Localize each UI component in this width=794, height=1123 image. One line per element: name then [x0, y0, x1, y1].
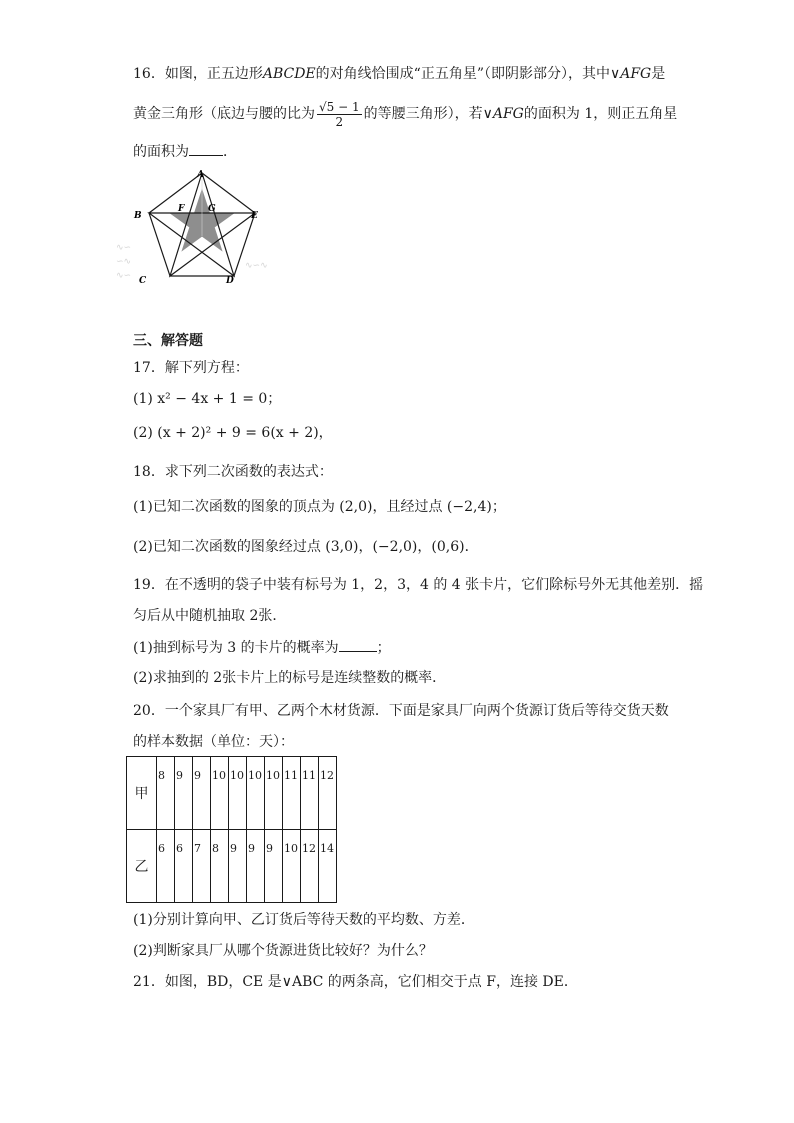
table-row [127, 830, 337, 903]
vertex-label-e: E [251, 211, 258, 221]
q16-line3 [133, 141, 237, 162]
cell-value: 10 [266, 769, 280, 782]
table-cell [301, 757, 319, 830]
vertex-label-d: D [226, 276, 234, 286]
cell-value: 12 [302, 842, 316, 855]
cell-value: 10 [230, 769, 244, 782]
q16-triangle-name: ∨AFG [609, 66, 652, 82]
cell-value: 9 [194, 769, 201, 782]
vertex-label-b: B [134, 211, 142, 221]
q18-title: 18．求下列二次函数的表达式： [133, 464, 333, 480]
table-cell [229, 830, 247, 903]
watermark-mark: ∿∽∿ [245, 261, 268, 271]
table-cell [319, 757, 337, 830]
q21-line1: 21．如图，BD，CE 是∨ABC 的两条高，它们相交于点 F，连接 DE． [133, 974, 578, 990]
answer-blank [189, 141, 223, 156]
table-cell [265, 830, 283, 903]
watermark-mark: ∽∿ [116, 257, 132, 267]
cell-value: 11 [284, 769, 298, 782]
cell-value: 9 [230, 842, 237, 855]
cell-value: 14 [320, 842, 334, 855]
cell-value: 10 [212, 769, 226, 782]
q16-text: ． [223, 144, 237, 160]
table-cell [283, 830, 301, 903]
q19-line2: 匀后从中随机抽取 2张． [133, 608, 287, 624]
cell-value: 6 [158, 842, 165, 855]
table-cell [157, 757, 175, 830]
cell-value: 11 [302, 769, 316, 782]
q16-triangle-name: ∨AFG [482, 106, 524, 122]
cell-value: 8 [158, 769, 165, 782]
table-cell [283, 757, 301, 830]
vertex-label-g: G [208, 204, 216, 214]
q19-part1 [133, 637, 391, 658]
wait-days-table [126, 756, 337, 903]
q19-part2: (2)求抽到的 2张卡片上的标号是连续整数的概率． [133, 670, 447, 686]
cell-value: 9 [176, 769, 183, 782]
table-cell [247, 830, 265, 903]
fraction-denominator: 2 [335, 114, 344, 129]
cell-value: 9 [266, 842, 273, 855]
q17-part1: (1) x² − 4x + 1 = 0； [133, 391, 282, 407]
q20-line1: 20．一个家具厂有甲、乙两个木材货源．下面是家具厂向两个货源订货后等待交货天数 [133, 703, 669, 719]
cell-value: 10 [248, 769, 262, 782]
q16-line1 [133, 64, 665, 84]
table-cell [157, 830, 175, 903]
table-cell [247, 757, 265, 830]
q20-part2: (2)判断家具厂从哪个货源进货比较好？为什么？ [133, 943, 433, 959]
cell-value: 8 [212, 842, 219, 855]
q17-part2: (2) (x + 2)² + 9 = 6(x + 2)， [133, 425, 333, 441]
vertex-label-a: A [197, 170, 204, 180]
q16-text: 是 [651, 66, 666, 82]
table-cell [211, 830, 229, 903]
q16-text: 16．如图，正五边形 [133, 66, 263, 82]
q16-text: 的面积为 [133, 144, 189, 160]
table-cell [193, 757, 211, 830]
table-cell [175, 830, 193, 903]
q16-text: 的面积为 1，则正五角星 [523, 106, 678, 122]
cell-value: 7 [194, 842, 201, 855]
golden-ratio-fraction [317, 100, 362, 129]
q19-part1-end: ； [376, 640, 391, 656]
q19-line1: 19．在不透明的袋子中装有标号为 1，2，3，4 的 4 张卡片，它们除标号外无其他差别．摇 [133, 577, 704, 593]
table-cell [319, 830, 337, 903]
table-cell [211, 757, 229, 830]
watermark-mark: ∿∽ [116, 271, 132, 281]
table-cell [265, 757, 283, 830]
q18-part2: (2)已知二次函数的图象经过点 (3,0)，(−2,0)，(0,6)． [133, 539, 479, 555]
cell-value: 10 [284, 842, 298, 855]
watermark-mark: ∿∽ [116, 243, 132, 253]
pentagon-star-figure [116, 168, 268, 288]
vertex-label-c: C [139, 276, 147, 286]
table-cell [193, 830, 211, 903]
q16-text: 的对角线恰围成“正五角星”（即阴影部分），其中 [315, 66, 610, 82]
cell-value: 12 [320, 769, 334, 782]
cell-value: 9 [248, 842, 255, 855]
row-label: 甲 [127, 757, 157, 830]
table-cell [301, 830, 319, 903]
q20-part1: (1)分别计算向甲、乙订货后等待天数的平均数、方差． [133, 912, 475, 928]
q16-pentagon-name: ABCDE [262, 66, 316, 82]
vertex-label-f: F [178, 204, 185, 214]
row-label: 乙 [127, 830, 157, 903]
q16-text: 的等腰三角形），若 [363, 106, 483, 122]
table-cell [229, 757, 247, 830]
table-cell [175, 757, 193, 830]
section-title: 三、解答题 [133, 333, 203, 349]
table-row [127, 757, 337, 830]
q16-text: 黄金三角形（底边与腰的比为 [133, 106, 315, 122]
q20-line2: 的样本数据（单位：天）： [133, 734, 294, 750]
q19-part1-text: (1)抽到标号为 3 的卡片的概率为 [133, 640, 339, 656]
cell-value: 6 [176, 842, 183, 855]
fraction-numerator: √5 − 1 [319, 99, 360, 114]
q16-line2 [133, 97, 677, 131]
q17-title: 17．解下列方程： [133, 360, 249, 376]
answer-blank [339, 637, 377, 652]
q18-part1: (1)已知二次函数的图象的顶点为 (2,0)，且经过点 (−2,4)； [133, 499, 506, 515]
